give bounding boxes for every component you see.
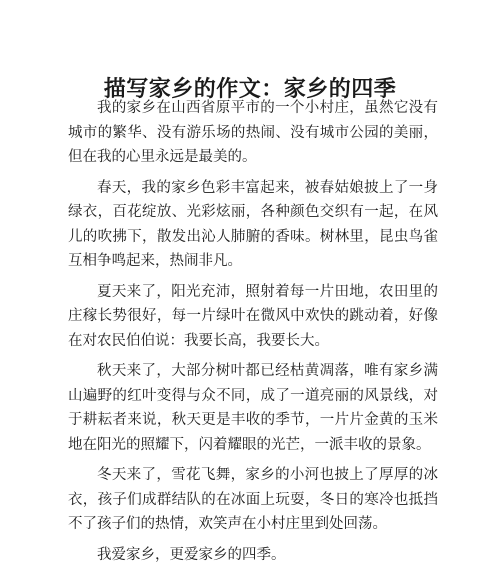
- page-title: 描写家乡的作文：家乡的四季: [0, 75, 500, 105]
- paragraph-winter: 冬天来了，雪花飞舞，家乡的小河也披上了厚厚的冰衣，孩子们成群结队的在冰面上玩耍，冬日的寒冷也抵挡不了孩子们的热情，欢笑声在小村庄里到处回荡。: [68, 463, 438, 537]
- paragraph-intro: 我的家乡在山西省原平市的一个小村庄，虽然它没有城市的繁华、没有游乐场的热闹、没有城市公园的美丽，但在我的心里永远是最美的。: [68, 96, 438, 170]
- article-body: [68, 96, 438, 567]
- paragraph-conclusion: 我爱家乡，更爱家乡的四季。: [68, 543, 438, 567]
- paragraph-summer: 夏天来了，阳光充沛，照射着每一片田地，农田里的庄稼长势很好，每一片绿叶在微风中欢快的跳动着，好像在对农民伯伯说：我要长高，我要长大。: [68, 280, 438, 354]
- paragraph-spring: 春天，我的家乡色彩丰富起来，被春姑娘披上了一身绿衣，百花绽放、光彩炫丽，各种颜色交织有一起，在风儿的吹拂下，散发出沁人肺腑的香味。树林里，昆虫鸟雀互相争鸣起来，热闹非凡。: [68, 176, 438, 274]
- paragraph-autumn: 秋天来了，大部分树叶都已经枯黄凋落，唯有家乡满山遍野的红叶变得与众不同，成了一道亮丽的风景线，对于耕耘者来说，秋天更是丰收的季节，一片片金黄的玉米地在阳光的照耀下，闪着耀眼的光芒，一派丰收的景象。: [68, 359, 438, 457]
